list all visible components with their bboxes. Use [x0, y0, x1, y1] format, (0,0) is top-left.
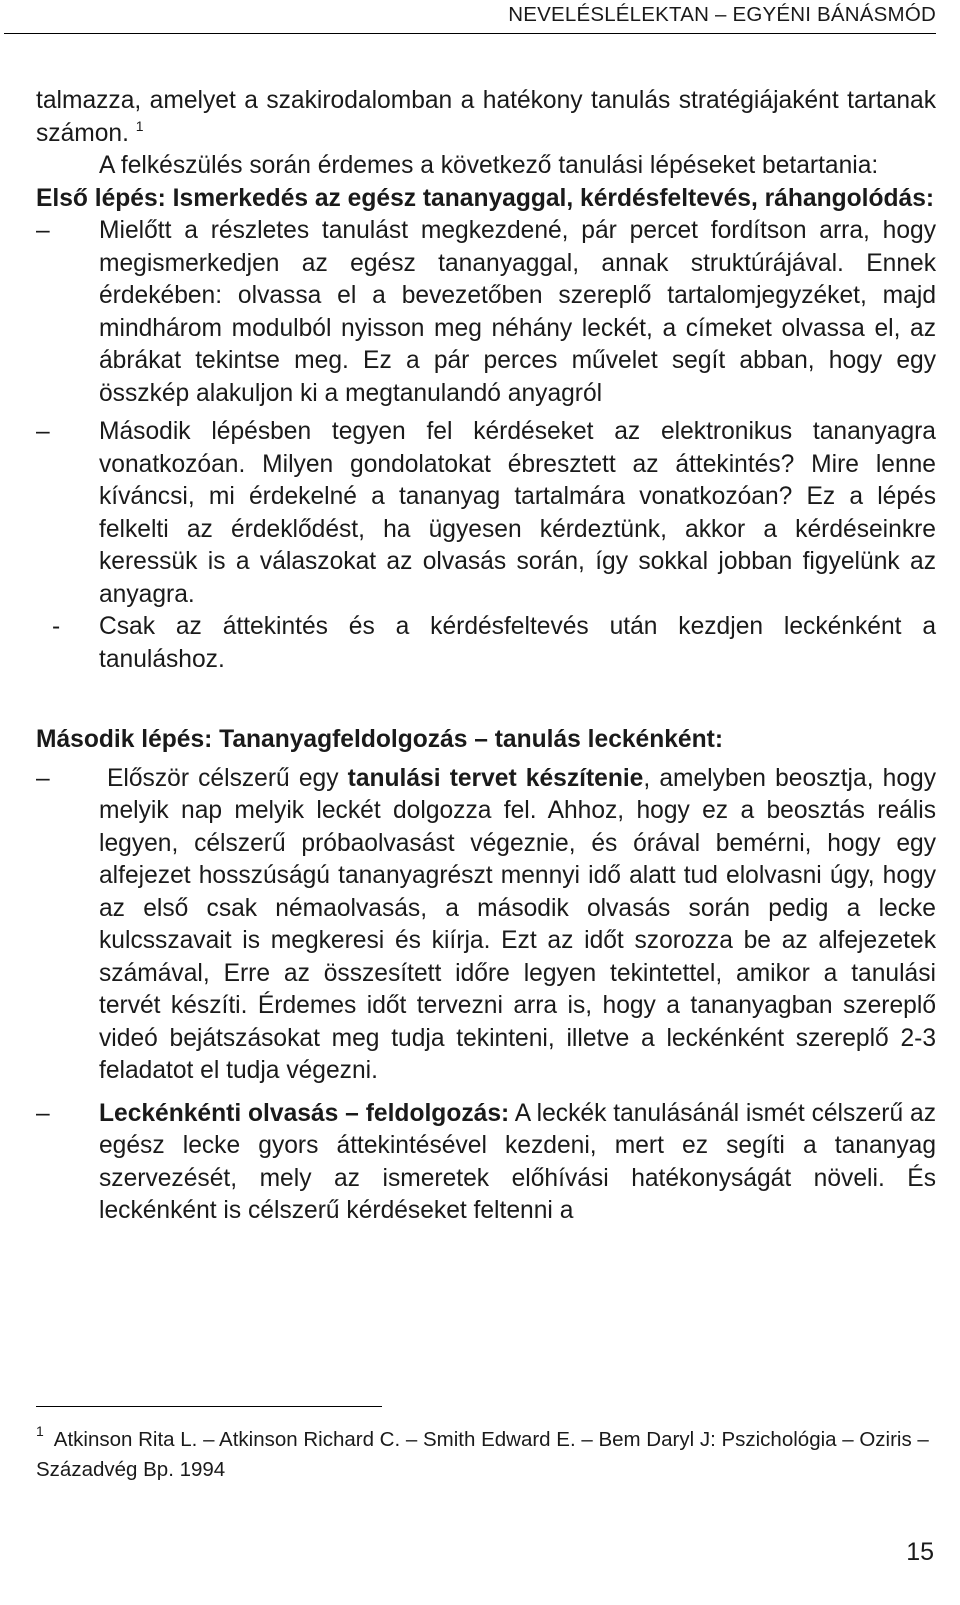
footnote-number: 1 — [36, 1423, 44, 1439]
page-number: 15 — [906, 1538, 934, 1566]
item-text: Csak az áttekintés és a kérdésfeltevés után kezdjen leckénként a tanuláshoz. — [99, 613, 936, 673]
bullet-dash: – — [36, 1099, 50, 1127]
footnote — [36, 1425, 936, 1485]
footnote-separator — [36, 1406, 382, 1407]
bullet-dash: – — [36, 217, 50, 244]
item-text-bold: tanulási tervet készítenie — [347, 764, 644, 792]
bullet-dash: – — [36, 418, 50, 445]
item-text-pre: Először célszerű egy — [107, 764, 348, 792]
item-text: Második lépésben tegyen fel kérdéseket az elektronikus tananyagra vonatkozóan. Milyen gondolatokat ébresztett az áttekintés? Mire lenne kíváncsi, mi érdekelné a tananyag tartalmára vonatkozóan? Ez a lépés felkelti az érdeklődést, ha ügyesen kérdeztünk, akkor a kérdéseinkre keressük is a válaszokat az olvasás során, így sokkal jobban figyelünk az anyagra. — [99, 418, 936, 608]
step2-heading: Második lépés: Tananyagfeldolgozás – tanulás leckénként: — [36, 726, 724, 753]
bullet-dash: – — [36, 764, 50, 792]
page-body — [36, 85, 936, 1228]
step1-item-1 — [36, 215, 936, 410]
step1-heading: Első lépés: Ismerkedés az egész tananyaggal, kérdésfeltevés, ráhangolódás: — [36, 184, 935, 212]
footnote-ref: 1 — [135, 117, 144, 134]
item-text-post: , amelyben beosztja, hogy melyik nap melyik leckét dolgozza fel. Ahhoz, hogy ez a beosztás reális legyen, célszerű próbaolvasást végeznie, és órával bemérni, hogy egy alfejezet hosszúságú tananyagrészt mennyi idő alatt tud elolvasni úgy, hogy az első csak némaolvasás, a második olvasás során pedig a lecke kulcsszavait is megkeresi és kiírja. Ezt az időt szorozza be az alfejezetek számával, Erre az összesített időre legyen tekintettel, amikor a tanulási tervét készíti. Érdemes időt tervezni arra is, hogy a tananyagban szereplő videó bejátszásokat meg tudja tekinteni, illetve a leckénként szereplő 2-3 feladatot el tudja végezni. — [99, 764, 936, 1084]
item-text: Mielőtt a részletes tanulást megkezdené, pár percet fordítson arra, hogy megismerkedjen az egész tananyaggal, annak struktúrájával. Ennek érdekében: olvassa el a bevezetőben szereplő tartalomjegyzéket, majd mindhárom modulból nyisson meg néhány leckét, a címeket olvassa el, az ábrákat tekintse meg. Ez a pár perces művelet segít abban, hogy egy összkép alakuljon ki a megtanulandó anyagról — [99, 217, 936, 407]
intro-paragraph — [36, 85, 936, 150]
item-text-post: A leckék tanulásánál ismét célszerű az egész lecke gyors áttekintésével kezdeni, mert ez segíti a tananyag szervezését, mely az ismeretek előhívási hatékonyságát növeli. És leckénként is célszerű kérdéseket feltenni a — [99, 1099, 936, 1224]
running-title: NEVELÉSLÉLEKTAN – EGYÉNI BÁNÁSMÓD — [508, 3, 936, 26]
step1-item-3 — [36, 611, 936, 676]
item-text-bold: Leckénkénti olvasás – feldolgozás: — [99, 1099, 510, 1127]
footnote-text: Atkinson Rita L. – Atkinson Richard C. – Smith Edward E. – Bem Daryl J: Pszichológia – Oziris – Századvég Bp. 1994 — [36, 1428, 929, 1481]
intro-paragraph-2 — [36, 150, 936, 183]
step1-item-2 — [36, 416, 936, 611]
step2-item-1 — [36, 763, 936, 1088]
step2-item-2 — [36, 1098, 936, 1228]
running-header — [4, 0, 936, 34]
bullet-hyphen: - — [52, 613, 61, 640]
intro-text: talmazza, amelyet a szakirodalomban a hatékony tanulás stratégiájaként tartanak számon. — [36, 87, 936, 147]
intro-text-2: A felkészülés során érdemes a következő tanulási lépéseket betartania: — [99, 152, 879, 179]
